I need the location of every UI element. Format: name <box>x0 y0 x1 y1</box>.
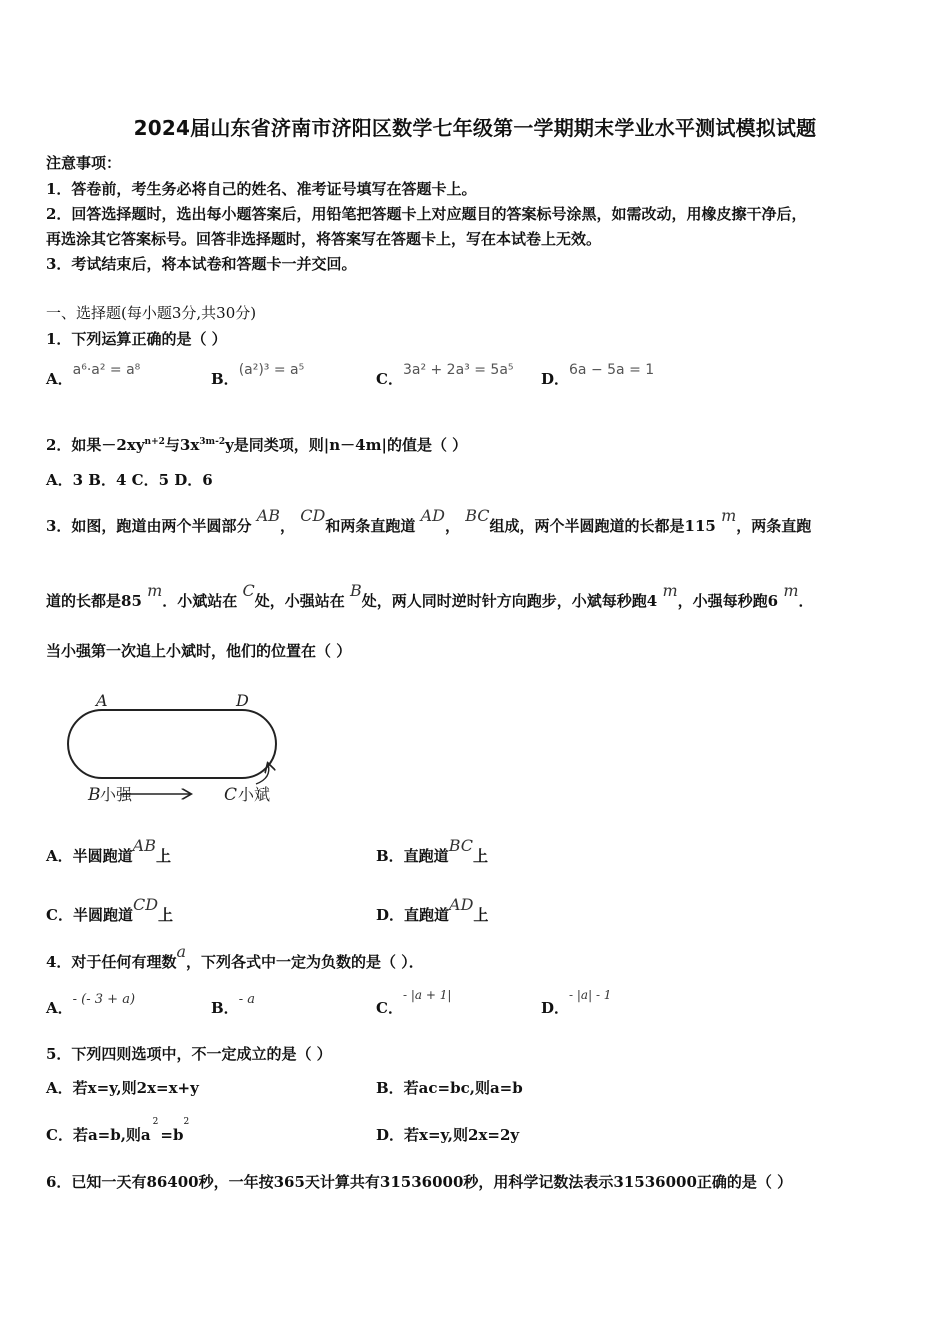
q4-option-a-expr: - (- 3 + a) <box>72 992 136 1007</box>
q4-option-b-expr: - a <box>238 992 255 1007</box>
q4-option-c-expr: - |a + 1| <box>402 988 452 1002</box>
q2-stem <box>46 434 467 455</box>
q1-option-c-label: C． <box>376 370 403 388</box>
q3-var-bc: BC <box>465 506 490 525</box>
page-title: 2024届山东省济南市济阳区数学七年级第一学期期末学业水平测试模拟试题 <box>133 116 817 140</box>
q5-option-c-sup2: 2 <box>183 1117 190 1127</box>
q3-option-a-end: 上 <box>155 847 171 865</box>
q2-sup2: 3m-2 <box>199 437 226 447</box>
q3-line1 <box>46 506 812 536</box>
q4-option-c-label: C． <box>376 999 403 1017</box>
fig-label-b: B <box>88 785 101 805</box>
q1-option-b-expr: (a²)³ = a⁵ <box>238 362 305 378</box>
q1-option-a-label: A． <box>46 370 73 388</box>
q5-stem: 5．下列四则选项中，不一定成立的是（ ） <box>46 1045 332 1063</box>
q3-line3: 当小强第一次追上小斌时，他们的位置在（ ） <box>46 642 352 660</box>
q3-option-b-label: B．直跑道 <box>376 847 449 865</box>
q1-option-d-label: D． <box>541 370 570 388</box>
fig-label-d: D <box>236 691 249 710</box>
q1-stem: 1．下列运算正确的是（ ） <box>46 330 227 348</box>
fig-label-c: C <box>224 785 238 805</box>
q4-option-b[interactable] <box>211 992 255 1018</box>
q5-option-a[interactable]: A．若x=y,则2x=x+y <box>46 1079 199 1097</box>
track-figure <box>66 688 296 810</box>
q4-option-a-label: A． <box>46 999 73 1017</box>
q2-options[interactable]: A．3 B．4 C．5 D．6 <box>46 471 213 489</box>
q3-var-ad: AD <box>420 506 445 525</box>
q3-l2-text-d: 处，两人同时逆时针方向跑步，小斌每秒跑4 <box>361 592 658 610</box>
q4-option-d-expr: - |a| - 1 <box>569 988 612 1002</box>
q3-option-b-end: 上 <box>472 847 488 865</box>
q4-stem-part1: 4．对于任何有理数 <box>46 953 177 971</box>
q3-var-c: C <box>242 581 255 600</box>
q4-var-a: a <box>176 942 186 961</box>
q3-option-c-var: CD <box>132 895 159 914</box>
q3-option-b[interactable] <box>376 836 488 866</box>
q5-option-b[interactable]: B．若ac=bc,则a=b <box>376 1079 523 1097</box>
q5-option-d[interactable]: D．若x=y,则2x=2y <box>376 1126 520 1144</box>
q3-option-c-end: 上 <box>158 906 174 924</box>
section-heading: 一、选择题(每小题3分,共30分) <box>46 304 257 322</box>
q3-l2-text-f: ． <box>798 592 814 610</box>
q3-var-cd: CD <box>300 506 326 525</box>
q2-stem-part1: 2．如果－2xy <box>46 436 145 454</box>
q3-l1-text-d: ，两条直跑 <box>736 517 812 535</box>
q3-option-c-label: C．半圆跑道 <box>46 906 133 924</box>
q1-option-b-label: B． <box>211 370 239 388</box>
notice-heading: 注意事项： <box>46 154 122 172</box>
q5-option-c-mid: =b <box>160 1126 184 1144</box>
q4-option-a[interactable] <box>46 992 136 1018</box>
q3-option-b-var: BC <box>448 836 473 855</box>
q3-option-d-var: AD <box>449 895 474 914</box>
q3-option-d[interactable] <box>376 895 489 925</box>
q3-line2 <box>46 581 814 611</box>
q3-option-a-label: A．半圆跑道 <box>46 847 133 865</box>
q2-stem-part3: y是同类项，则|n－4m|的值是（ ） <box>225 436 468 454</box>
q1-option-a[interactable] <box>46 362 141 389</box>
q3-unit-m3: m <box>662 581 678 600</box>
q4-stem <box>46 942 424 972</box>
q3-unit-m1: m <box>721 506 737 525</box>
q3-l1-text-b: 和两条直跑道 <box>325 517 416 535</box>
q5-option-c-pre: C．若a=b,则a <box>46 1126 151 1144</box>
q3-option-d-label: D．直跑道 <box>376 906 450 924</box>
q3-l2-text-c: 处，小强站在 <box>254 592 345 610</box>
q3-l2-text-b: ．小斌站在 <box>162 592 238 610</box>
fig-label-a: A <box>96 691 108 710</box>
q1-option-c[interactable] <box>376 362 514 389</box>
fig-label-xiaoqiang: 小强 <box>100 785 133 804</box>
q3-var-ab: AB <box>256 506 280 525</box>
notice-item-1: 1．答卷前，考生务必将自己的姓名、准考证号填写在答题卡上。 <box>46 180 477 198</box>
q3-option-a[interactable] <box>46 836 171 866</box>
q3-l2-text-a: 道的长都是85 <box>46 592 142 610</box>
q1-option-d-expr: 6a − 5a = 1 <box>569 362 655 378</box>
q3-comma1: ， <box>280 517 296 535</box>
notice-item-2a: 2．回答选择题时，选出每小题答案后，用铅笔把答题卡上对应题目的答案标号涂黑，如需改动，用橡皮擦干净后， <box>46 205 807 223</box>
q3-option-c[interactable] <box>46 895 174 925</box>
fig-label-xiaobin: 小斌 <box>238 785 271 804</box>
q3-l1-text-a: 3．如图，跑道由两个半圆部分 <box>46 517 252 535</box>
q3-unit-m2: m <box>147 581 163 600</box>
q4-option-c[interactable] <box>376 988 452 1018</box>
notice-item-2b: 再选涂其它答案标号。回答非选择题时，将答案写在答题卡上，写在本试卷上无效。 <box>46 230 602 248</box>
notice-item-3: 3．考试结束后，将本试卷和答题卡一并交回。 <box>46 255 357 273</box>
q1-option-b[interactable] <box>211 362 305 389</box>
q5-option-c-sup1: 2 <box>152 1117 159 1127</box>
q4-option-d-label: D． <box>541 999 570 1017</box>
q3-comma2: ， <box>444 517 460 535</box>
q3-l2-text-e: ，小强每秒跑6 <box>677 592 779 610</box>
q1-option-d[interactable] <box>541 362 655 389</box>
q3-option-a-var: AB <box>132 836 156 855</box>
q3-l1-text-c: 组成，两个半圆跑道的长都是115 <box>489 517 716 535</box>
q1-option-c-expr: 3a² + 2a³ = 5a⁵ <box>402 362 514 378</box>
q3-option-d-end: 上 <box>473 906 489 924</box>
q1-option-a-expr: a⁶·a² = a⁸ <box>72 362 141 378</box>
q4-option-d[interactable] <box>541 988 612 1018</box>
q3-unit-m4: m <box>783 581 799 600</box>
q5-option-c[interactable] <box>46 1117 190 1145</box>
q2-sup1: n+2 <box>144 437 165 447</box>
q6-stem: 6．已知一天有86400秒，一年按365天计算共有31536000秒，用科学记数法表示31536000正确的是（ ） <box>46 1173 793 1191</box>
q3-var-b: B <box>350 581 362 600</box>
q4-stem-part2: ，下列各式中一定为负数的是（ ）． <box>186 953 424 971</box>
q2-stem-part2: 与3x <box>164 436 200 454</box>
q4-option-b-label: B． <box>211 999 239 1017</box>
track-outline <box>68 710 276 778</box>
